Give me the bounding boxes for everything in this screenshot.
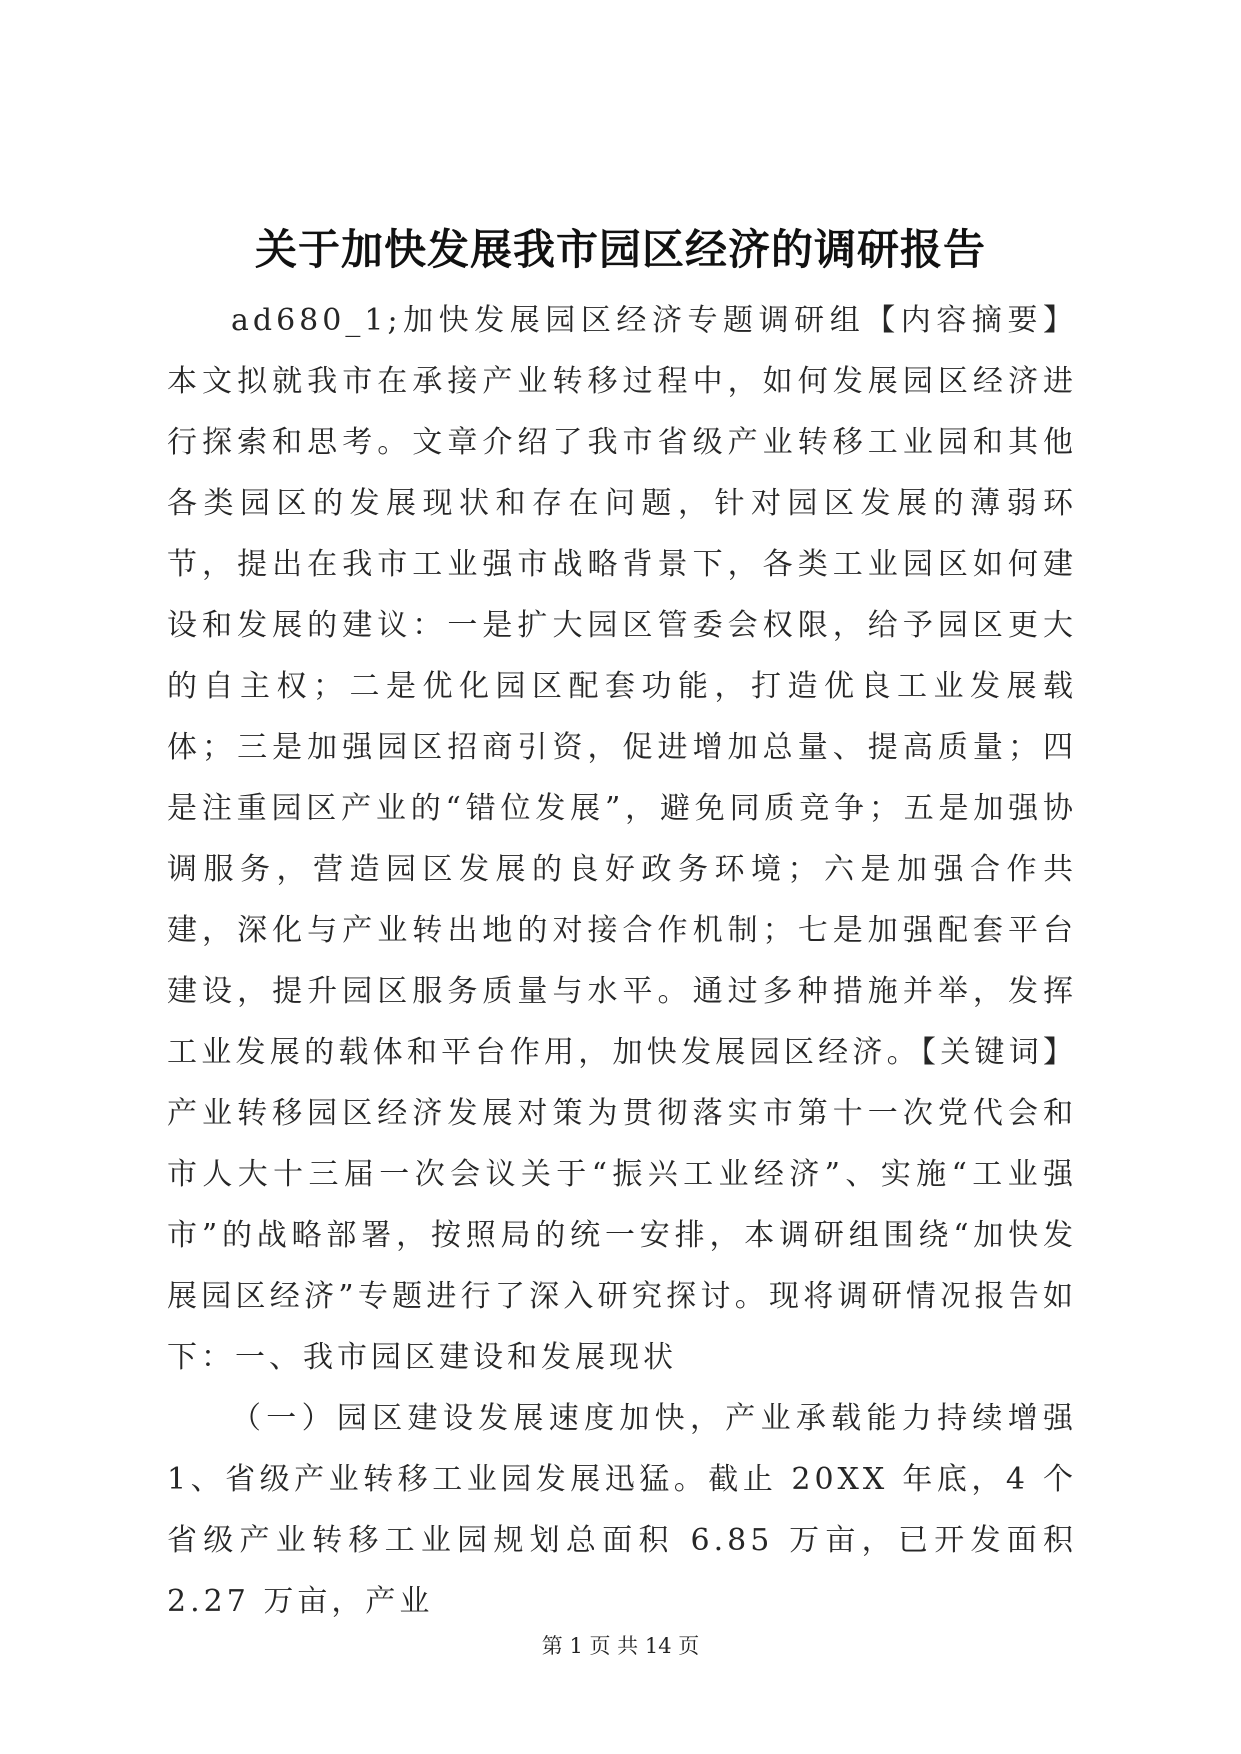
paragraph-section-one: （一）园区建设发展速度加快，产业承载能力持续增强 1、省级产业转移工业园发展迅猛。截止 20XX 年底，4 个省级产业转移工业园规划总面积 6.85 万亩，已开发面积 2.27 万亩，产业 <box>167 1401 1077 1619</box>
document-title: 关于加快发展我市园区经济的调研报告 <box>254 225 986 274</box>
document-body <box>167 290 1077 1632</box>
page-number-footer: 第 1 页 共 14 页 <box>541 1634 700 1658</box>
paragraph-abstract: ad680_1;加快发展园区经济专题调研组【内容摘要】本文拟就我市在承接产业转移过程中，如何发展园区经济进行探索和思考。文章介绍了我市省级产业转移工业园和其他各类园区的发展现状和存在问题，针对园区发展的薄弱环节，提出在我市工业强市战略背景下，各类工业园区如何建设和发展的建议：一是扩大园区管委会权限，给予园区更大的自主权；二是优化园区配套功能，打造优良工业发展载体；三是加强园区招商引资，促进增加总量、提高质量；四是注重园区产业的“错位发展”，避免同质竞争；五是加强协调服务，营造园区发展的良好政务环境；六是加强合作共建，深化与产业转出地的对接合作机制；七是加强配套平台建设，提升园区服务质量与水平。通过多种措施并举，发挥工业发展的载体和平台作用，加快发展园区经济。【关键词】产业转移园区经济发展对策为贯彻落实市第十一次党代会和市人大十三届一次会议关于“振兴工业经济”、实施“工业强市”的战略部署，按照局的统一安排，本调研组围绕“加快发展园区经济”专题进行了深入研究探讨。现将调研情况报告如下：一、我市园区建设和发展现状 <box>167 303 1077 1375</box>
